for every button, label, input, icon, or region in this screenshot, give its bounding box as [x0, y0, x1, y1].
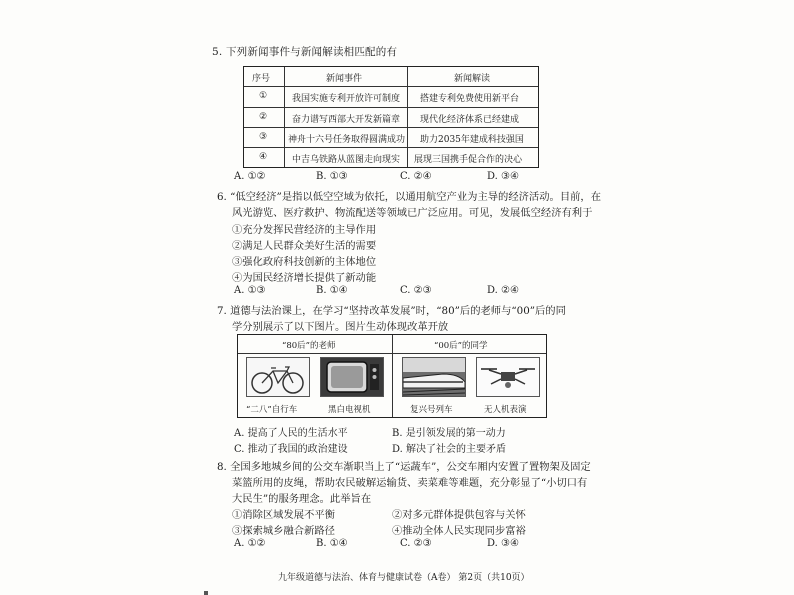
- q5-row-event: 我国实施专利开放许可制度: [292, 94, 401, 104]
- q8-option-b: B. ①④: [316, 538, 348, 549]
- q5-row-reading: 助力2035年建成科技强国: [420, 135, 524, 145]
- q6-option-b: B. ①④: [316, 285, 348, 296]
- q7-caption-train: 复兴号列车: [410, 405, 453, 415]
- q5-option-c: C. ②④: [400, 171, 432, 182]
- q8-item: ④推动全体人民实现同步富裕: [392, 525, 526, 537]
- q7-stem-line2: 学分别展示了以下图片。图片生动体现改革开放: [232, 321, 449, 333]
- q5-row-event: 奋力谱写西部大开发新篇章: [292, 115, 401, 125]
- q6-option-a: A. ①③: [234, 285, 266, 296]
- q7-caption-bicycle: “二八”自行车: [246, 405, 298, 415]
- q7-option-b: B. 是引领发展的第一动力: [392, 428, 506, 439]
- q6-stem-line1: 6. “低空经济”是指以低空空域为依托，以通用航空产业为主导的经济活动。目前，在: [217, 191, 602, 203]
- q8-option-c: C. ②③: [400, 538, 432, 549]
- q7-option-a: A. 提高了人民的生活水平: [234, 428, 348, 439]
- q5-stem: 5. 下列新闻事件与新闻解读相匹配的有: [212, 46, 398, 58]
- q8-option-a: A. ①②: [234, 538, 266, 549]
- q5-row-event: 神舟十六号任务取得圆满成功: [288, 135, 406, 145]
- q6-option-d: D. ②④: [487, 285, 519, 296]
- q7-option-c: C. 推动了我国的政治建设: [234, 444, 348, 455]
- q5-option-b: B. ①③: [316, 171, 348, 182]
- q5-header-event: 新闻事件: [326, 74, 363, 84]
- q7-header-teacher: “80后”的老师: [282, 341, 336, 351]
- q5-table: [243, 66, 539, 168]
- q5-option-d: D. ③④: [487, 171, 519, 182]
- page-footer: 九年级道德与法治、体育与健康试卷（A卷） 第2页（共10页）: [278, 573, 530, 583]
- q5-header-reading: 新闻解读: [454, 74, 491, 84]
- q7-stem-line1: 7. 道德与法治课上，在学习“坚持改革发展”时，“80”后的老师与“00”后的同: [217, 305, 566, 317]
- bicycle-picture: [246, 357, 310, 397]
- q5-header-num: 序号: [252, 74, 271, 84]
- q7-header-student: “00后”的同学: [434, 341, 488, 351]
- q5-row-reading: 现代化经济体系已经建成: [420, 115, 520, 125]
- q5-row-num: ②: [259, 112, 268, 122]
- q7-caption-drone: 无人机表演: [484, 405, 527, 415]
- q6-item: ②满足人民群众美好生活的需要: [232, 240, 377, 252]
- q6-item: ③强化政府科技创新的主体地位: [232, 256, 377, 268]
- q5-row-reading: 展现三国携手促合作的决心: [414, 155, 523, 165]
- q6-item: ④为国民经济增长提供了新动能: [232, 272, 377, 284]
- q8-item: ②对多元群体提供包容与关怀: [392, 509, 526, 521]
- q5-row-reading: 搭建专利免费使用新平台: [420, 94, 520, 104]
- q8-stem-line2: 菜篮所用的皮绳，帮助农民破解运输货、卖菜难等难题，充分彰显了“小切口有: [232, 477, 588, 489]
- q5-row-num: ④: [259, 152, 268, 162]
- q5-row-num: ③: [259, 132, 268, 142]
- drone-picture: [476, 357, 540, 397]
- q6-stem-line2: 风光游览、医疗救护、物流配送等领域已广泛应用。可见，发展低空经济有利于: [232, 207, 593, 219]
- q5-option-a: A. ①②: [234, 171, 266, 182]
- black-white-tv-picture: [320, 357, 384, 397]
- q8-item: ③探索城乡融合新路径: [232, 525, 335, 537]
- scan-speck: [204, 591, 208, 595]
- q5-row-num: ①: [259, 91, 268, 101]
- q8-stem-line3: 大民生”的服务理念。此举旨在: [232, 493, 372, 505]
- q5-row-event: 中吉乌铁路从蓝图走向现实: [292, 155, 401, 165]
- q7-picture-table: [237, 334, 547, 418]
- q8-item: ①消除区域发展不平衡: [232, 509, 335, 521]
- q7-option-d: D. 解决了社会的主要矛盾: [392, 444, 507, 455]
- fuxing-train-picture: [402, 357, 466, 397]
- q8-option-d: D. ③④: [487, 538, 519, 549]
- q6-option-c: C. ②③: [400, 285, 432, 296]
- q7-caption-tv: 黑白电视机: [328, 405, 371, 415]
- q8-stem-line1: 8. 全国多地城乡间的公交车渐职当上了“运蔬车”，公交车厢内安置了置物架及固定: [217, 461, 591, 473]
- q6-item: ①充分发挥民营经济的主导作用: [232, 224, 377, 236]
